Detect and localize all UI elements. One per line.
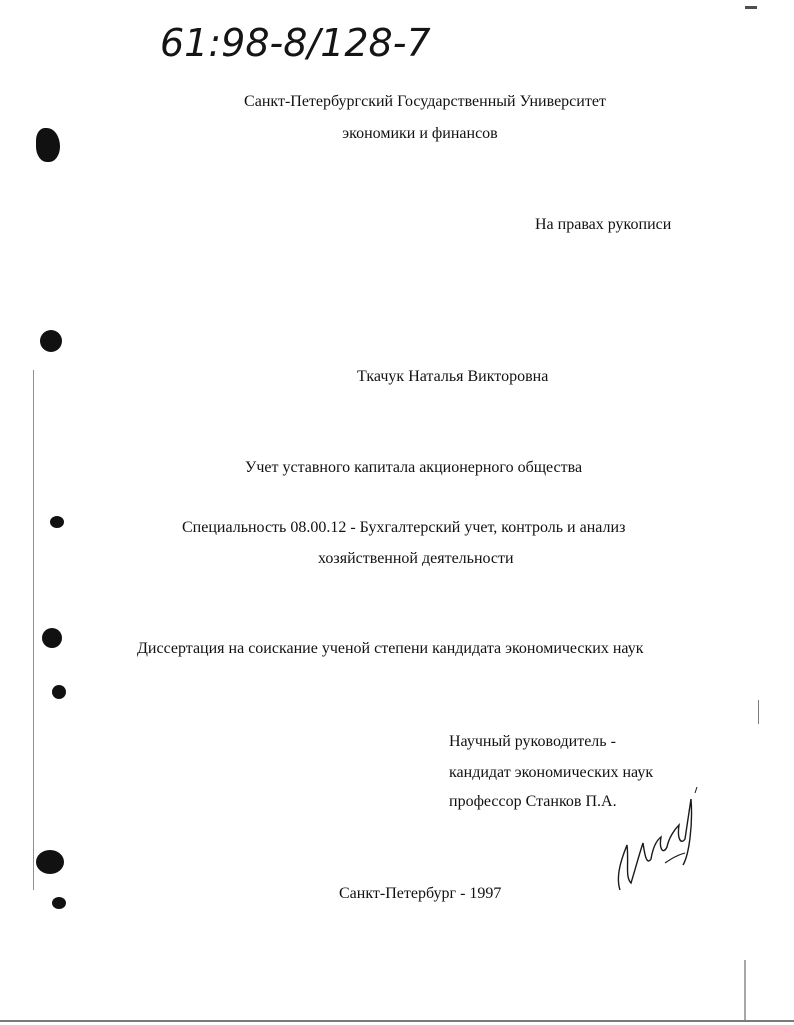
punch-hole: [40, 330, 62, 352]
supervisor-line-1: Научный руководитель -: [449, 733, 616, 750]
punch-hole: [52, 685, 66, 699]
city-year: Санкт-Петербург - 1997: [339, 885, 502, 902]
supervisor-line-2: кандидат экономических наук: [449, 764, 654, 781]
scan-edge-right: [744, 960, 746, 1020]
university-line-2: экономики и финансов: [342, 125, 498, 142]
scan-edge-left: [33, 370, 34, 890]
university-line-1: Санкт-Петербургский Государственный Университет: [244, 93, 606, 110]
handwritten-signature: [605, 785, 705, 895]
dissertation-degree: Диссертация на соискание ученой степени кандидата экономических наук: [137, 640, 644, 657]
dissertation-title: Учет уставного капитала акционерного общества: [245, 459, 583, 476]
punch-hole: [36, 850, 64, 874]
punch-hole: [50, 516, 64, 528]
scan-edge-bottom: [0, 1020, 794, 1022]
specialty-line-1: Специальность 08.00.12 - Бухгалтерский учет, контроль и анализ: [182, 519, 626, 536]
author-name: Ткачук Наталья Викторовна: [357, 368, 549, 385]
archive-code-text: 61:98-8/128-7: [160, 21, 431, 65]
punch-hole: [52, 897, 66, 909]
punch-hole: [42, 628, 62, 648]
handwritten-archive-code: [160, 12, 490, 82]
specialty-line-2: хозяйственной деятельности: [318, 550, 514, 567]
scan-edge-right: [758, 700, 759, 724]
rights-note: На правах рукописи: [535, 216, 672, 233]
scan-mark: [745, 6, 757, 9]
supervisor-line-3: профессор Станков П.А.: [449, 793, 617, 810]
